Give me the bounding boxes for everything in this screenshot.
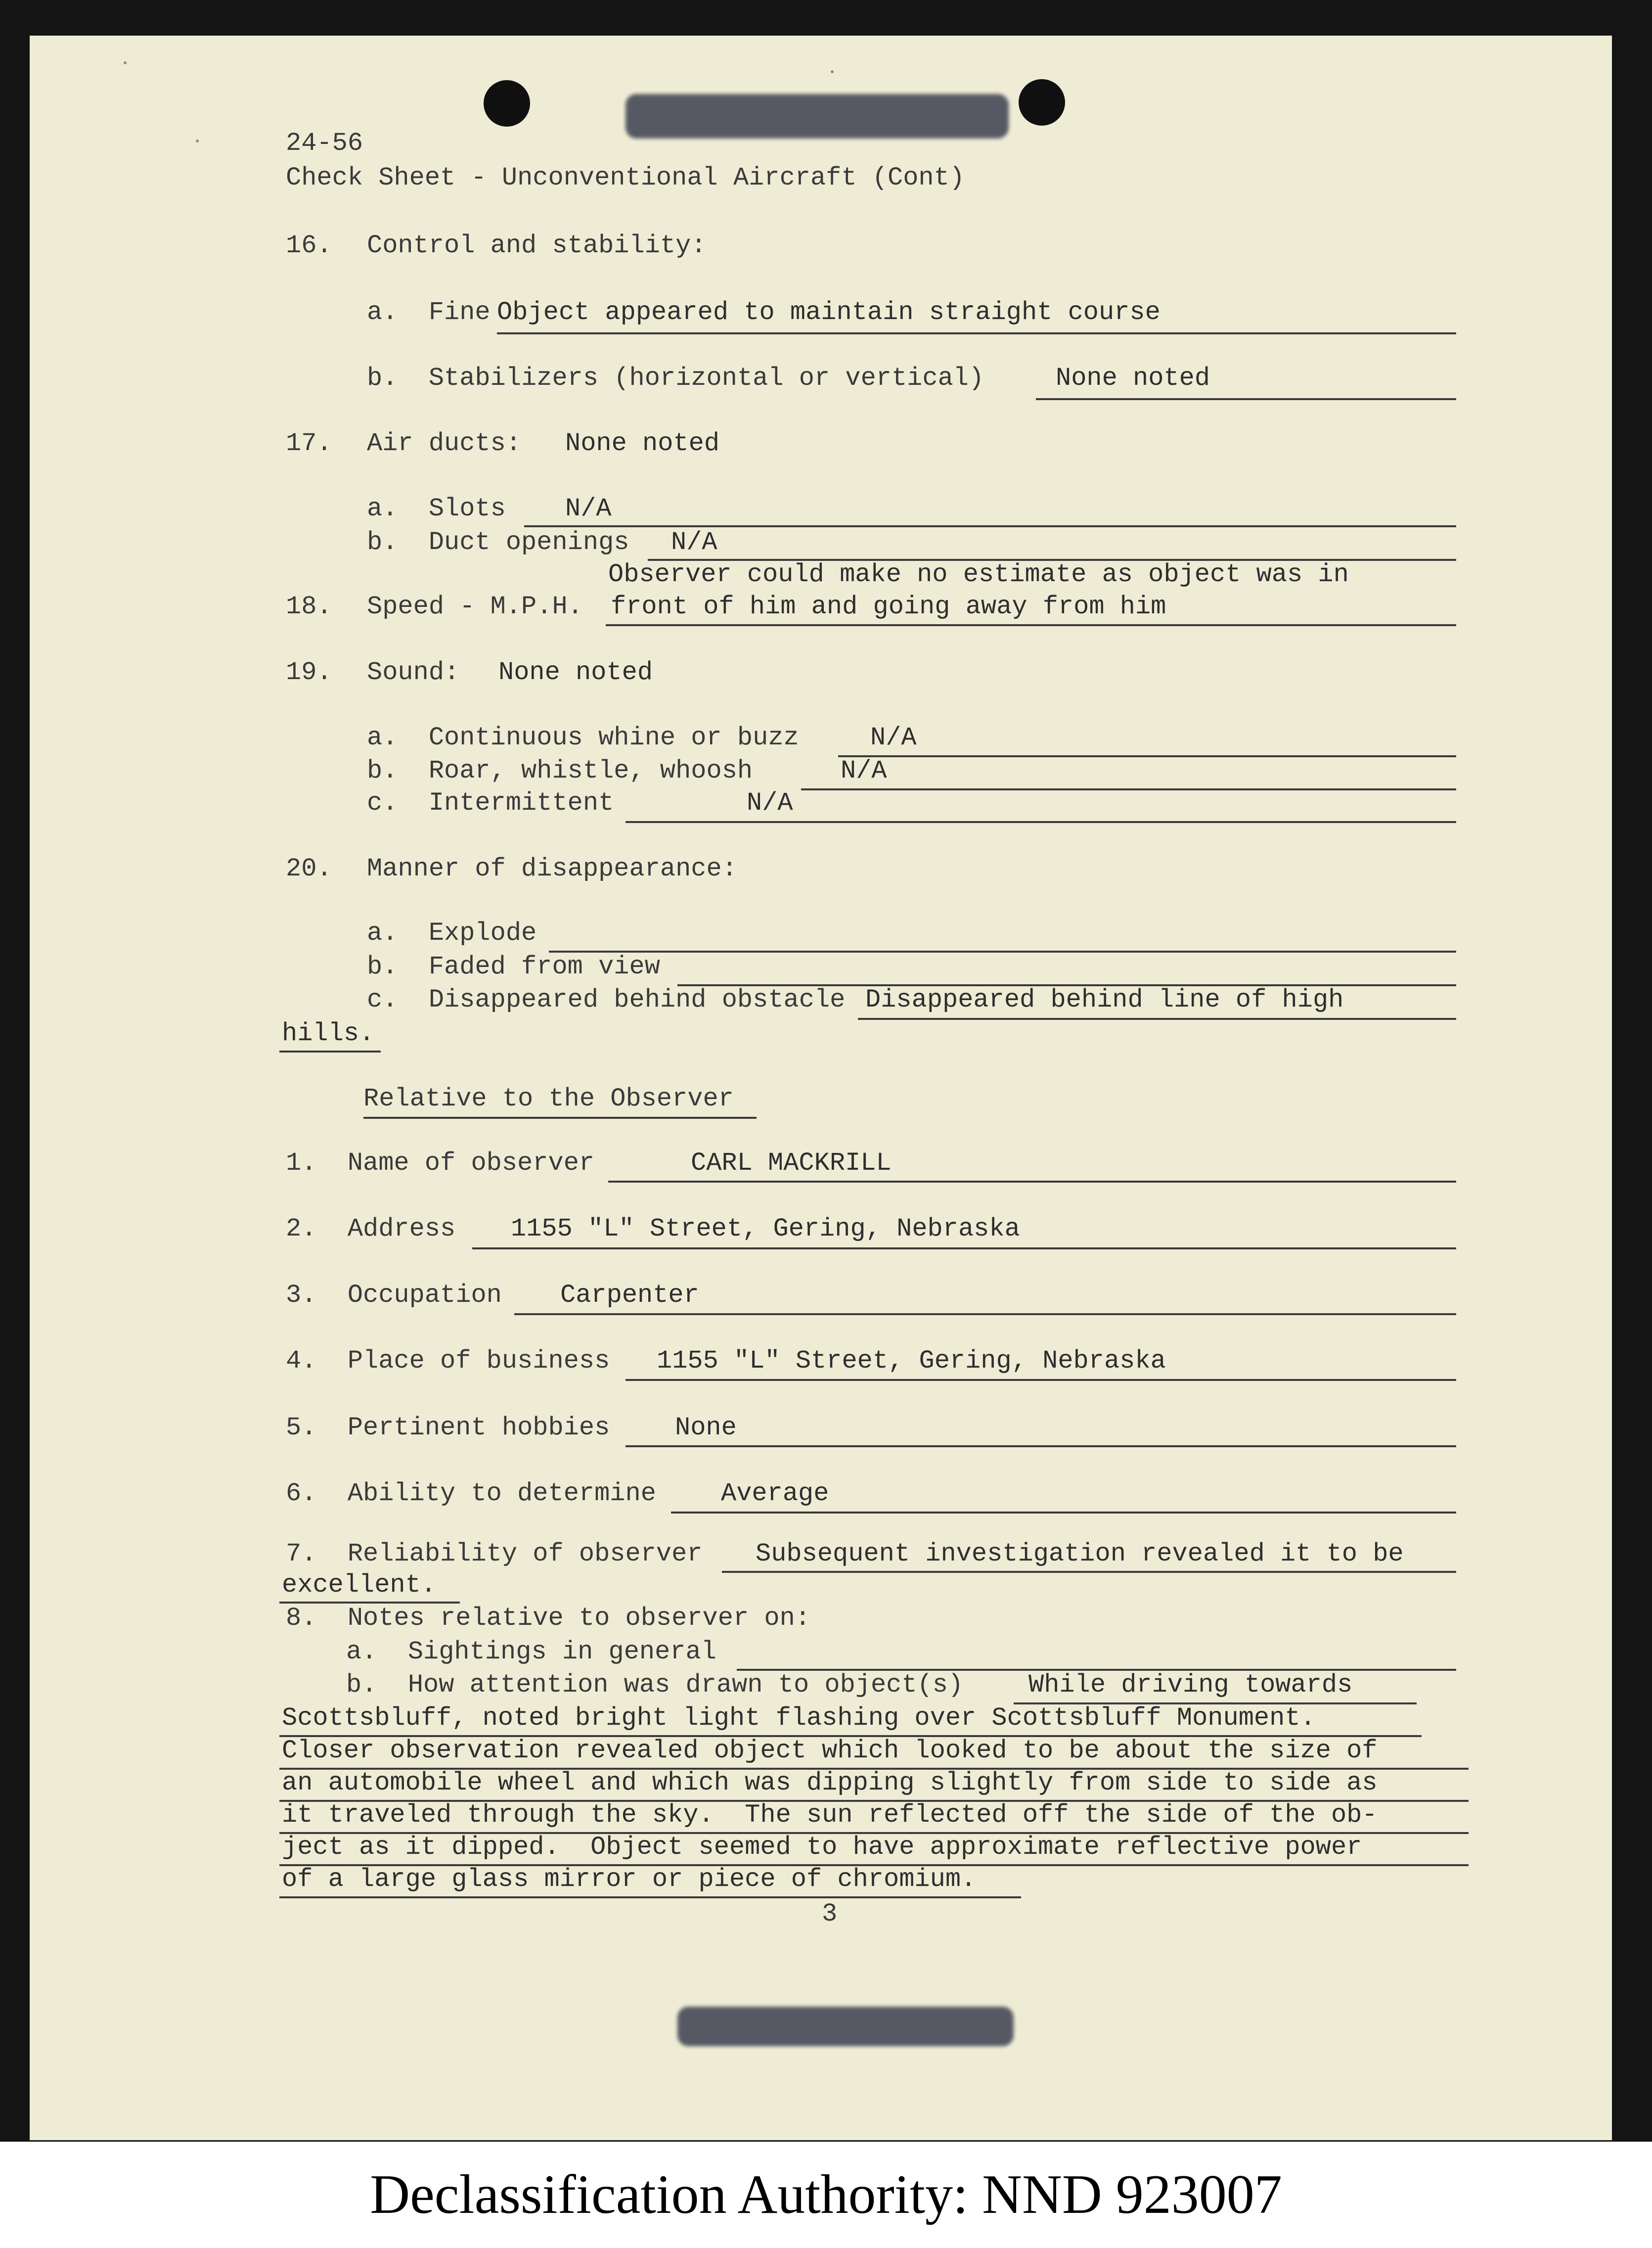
observer-4-rule	[625, 1379, 1456, 1381]
item-19b-label: b. Roar, whistle, whoosh	[367, 756, 753, 785]
observer-6-label: 6. Ability to determine	[286, 1479, 656, 1508]
item-20c-cont-rule	[279, 1051, 381, 1053]
declassification-authority: Declassification Authority: NND 923007	[0, 2142, 1652, 2248]
paper-speck	[196, 139, 199, 142]
document-ref: 24-56	[286, 129, 363, 158]
observer-6-rule	[671, 1512, 1456, 1514]
item-20c-value: Disappeared behind line of high	[865, 985, 1344, 1014]
redaction-mark-bottom	[677, 2007, 1014, 2046]
item-17b-value: N/A	[671, 528, 717, 557]
observer-4-label: 4. Place of business	[286, 1346, 610, 1376]
observer-2-value: 1155 "L" Street, Gering, Nebraska	[511, 1214, 1020, 1243]
item-19b-rule	[801, 788, 1456, 790]
observer-8b-line-3: an automobile wheel and which was dipping slightly from side to side as	[282, 1768, 1378, 1797]
item-16b-label: b. Stabilizers (horizontal or vertical)	[367, 364, 984, 393]
item-17b-label: b. Duct openings	[367, 528, 629, 557]
observer-5-value: None	[675, 1413, 737, 1442]
observer-3-value: Carpenter	[560, 1281, 699, 1310]
observer-3-rule	[514, 1313, 1456, 1315]
item-20c-continuation: hills.	[282, 1019, 375, 1048]
item-16-number: 16.	[286, 231, 332, 260]
item-16-label: Control and stability:	[367, 231, 707, 260]
item-19a-value: N/A	[870, 723, 917, 752]
item-18-value-line1: Observer could make no estimate as object was in	[608, 560, 1349, 589]
observer-8b-line-6: of a large glass mirror or piece of chromium.	[282, 1865, 977, 1894]
item-19-number: 19.	[286, 658, 332, 687]
observer-7-value: Subsequent investigation revealed it to be	[756, 1539, 1404, 1568]
document-title: Check Sheet - Unconventional Aircraft (Cont)	[286, 163, 965, 192]
observer-8b-value: While driving towards	[1028, 1670, 1353, 1699]
observer-8b-label: b. How attention was drawn to object(s)	[346, 1670, 964, 1699]
item-20b-label: b. Faded from view	[367, 952, 660, 981]
item-16a-label: a. Fine	[367, 298, 491, 327]
observer-heading-underline	[363, 1117, 757, 1119]
item-19a-label: a. Continuous whine or buzz	[367, 723, 799, 752]
observer-5-rule	[625, 1445, 1456, 1447]
item-18-rule	[606, 624, 1456, 626]
item-18-number: 18.	[286, 592, 332, 621]
observer-7-rule	[722, 1571, 1456, 1573]
observer-2-rule	[472, 1247, 1456, 1249]
item-19c-rule	[625, 821, 1456, 823]
observer-8a-label: a. Sightings in general	[346, 1637, 716, 1666]
observer-section-heading: Relative to the Observer	[363, 1084, 734, 1113]
item-19b-value: N/A	[841, 756, 887, 785]
observer-6-value: Average	[721, 1479, 829, 1508]
item-17a-rule	[524, 525, 1456, 527]
observer-8b-line-6-rule	[279, 1896, 1021, 1898]
observer-8b-line-5: ject as it dipped. Object seemed to have approximate reflective power	[282, 1833, 1362, 1862]
observer-7-label: 7. Reliability of observer	[286, 1539, 703, 1568]
item-19c-label: c. Intermittent	[367, 788, 614, 818]
item-19-value: None noted	[498, 658, 653, 687]
observer-1-rule	[608, 1181, 1456, 1183]
observer-1-value: CARL MACKRILL	[691, 1148, 892, 1178]
item-16a-rule	[497, 332, 1456, 334]
item-16b-value: None noted	[1056, 364, 1210, 393]
item-17-label: Air ducts:	[367, 429, 522, 458]
observer-1-label: 1. Name of observer	[286, 1148, 595, 1178]
item-20c-label: c. Disappeared behind obstacle	[367, 985, 846, 1014]
item-17-value: None noted	[565, 429, 720, 458]
item-20c-rule	[858, 1018, 1456, 1020]
observer-8-label: 8. Notes relative to observer on:	[286, 1604, 810, 1633]
observer-3-label: 3. Occupation	[286, 1281, 502, 1310]
paper-speck	[831, 70, 834, 73]
observer-8b-line-2: Closer observation revealed object which looked to be about the size of	[282, 1736, 1378, 1765]
item-16b-rule	[1036, 398, 1456, 400]
punch-hole-left	[484, 80, 530, 127]
observer-4-value: 1155 "L" Street, Gering, Nebraska	[657, 1346, 1166, 1376]
observer-7-continuation: excellent.	[282, 1570, 437, 1600]
observer-5-label: 5. Pertinent hobbies	[286, 1413, 610, 1442]
item-20a-label: a. Explode	[367, 918, 537, 948]
observer-2-label: 2. Address	[286, 1214, 456, 1243]
item-20-number: 20.	[286, 854, 332, 883]
item-19c-value: N/A	[747, 788, 793, 818]
observer-8b-line-4: it traveled through the sky. The sun reflected off the side of the ob-	[282, 1800, 1378, 1830]
item-18-label: Speed - M.P.H.	[367, 592, 583, 621]
item-19-label: Sound:	[367, 658, 460, 687]
item-20a-rule	[549, 951, 1456, 953]
item-20-label: Manner of disappearance:	[367, 854, 737, 883]
item-17-number: 17.	[286, 429, 332, 458]
observer-8b-line-1: Scottsbluff, noted bright light flashing over Scottsbluff Monument.	[282, 1703, 1316, 1733]
redaction-mark-top	[625, 94, 1009, 138]
page-number: 3	[822, 1899, 838, 1928]
item-19a-rule	[838, 755, 1456, 757]
document-page	[30, 36, 1612, 2140]
item-17a-value: N/A	[565, 494, 612, 523]
item-16a-value: Object appeared to maintain straight course	[497, 298, 1161, 327]
paper-speck	[124, 61, 127, 64]
item-17a-label: a. Slots	[367, 494, 506, 523]
punch-hole-right	[1019, 79, 1065, 126]
item-18-value-line2: front of him and going away from him	[611, 592, 1166, 621]
